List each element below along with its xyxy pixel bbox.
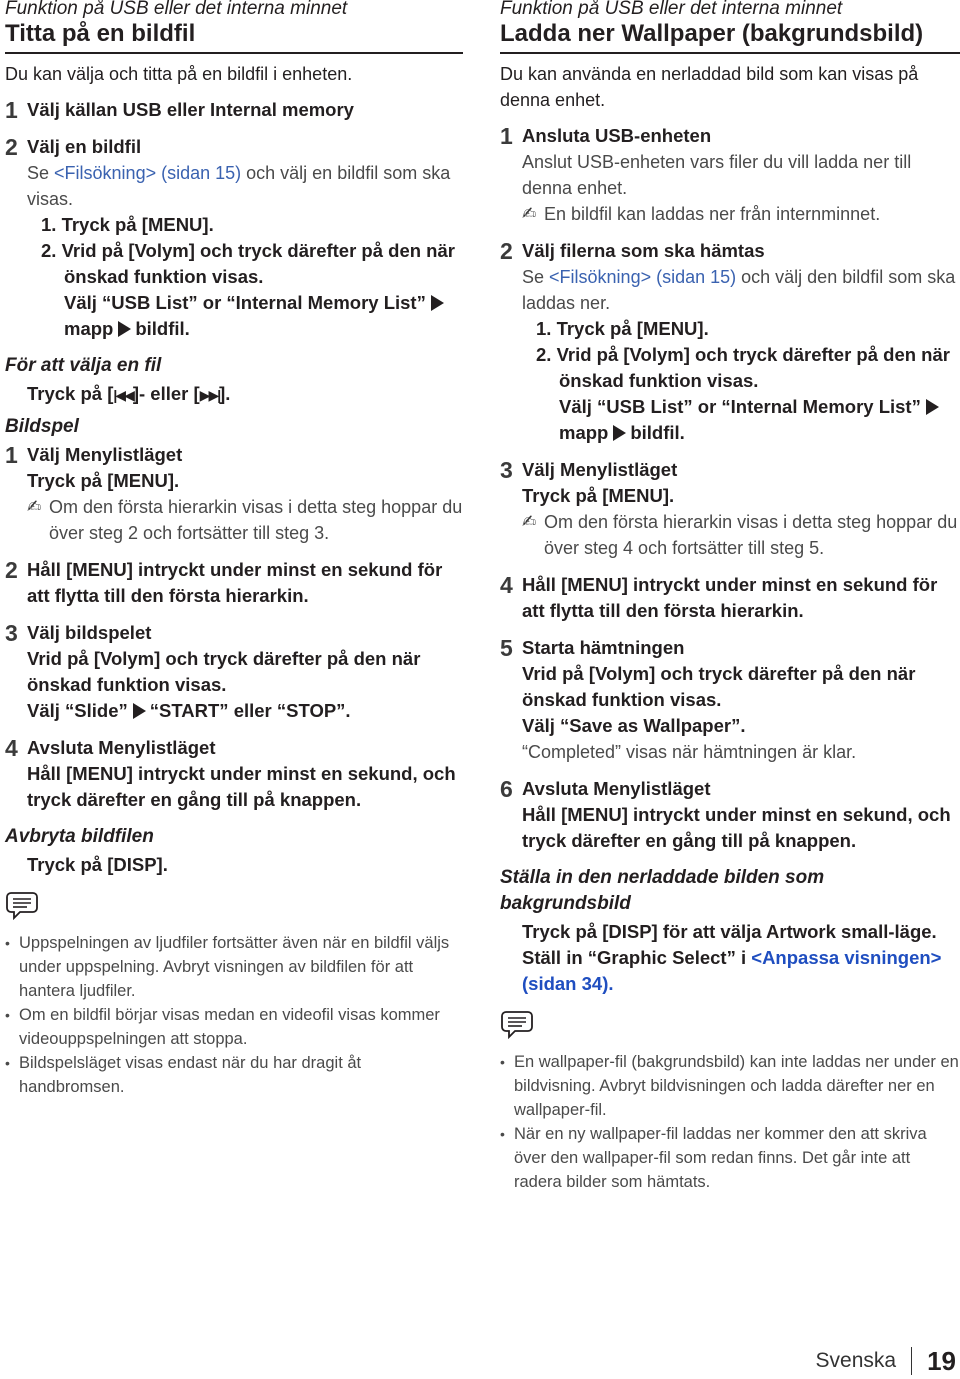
page-title: Titta på en bildfil [5,19,463,54]
sub-step-2-select: Välj “USB List” or “Internal Memory List” mapp bildfil. [522,394,960,446]
step-number: 6 [500,776,513,802]
step-2 [5,134,463,342]
sub-step-1: 1. Tryck på [MENU]. [536,318,709,339]
slideshow-step-4 [5,735,463,813]
step-title: Välj filerna som ska hämtas [522,240,765,261]
step-note: ✍ Om den första hierarkin visas i detta steg hoppar du över steg 4 och fortsätter till steg 5. [522,509,960,561]
list-item: • När en ny wallpaper-fil laddas ner kommer den att skriva över den wallpaper-fil som redan finns. Det går inte att radera bilder som hämtats. [500,1122,960,1194]
step-1 [5,97,463,123]
section-kicker: Funktion på USB eller det interna minnet [500,0,843,19]
step-number: 2 [5,557,18,583]
step-body-select: Välj “Save as Wallpaper”. [522,715,746,736]
memo-note-icon [5,890,39,920]
step-body: Håll [MENU] intryckt under minst en sekund, och tryck därefter en gång till på knappen. [27,763,456,810]
filsokning-link[interactable]: <Filsökning> (sidan 15) [549,267,737,287]
step-number: 3 [500,457,513,483]
list-item: • Bildspelsläget visas endast när du har dragit åt handbromsen. [5,1051,463,1099]
list-item: • En wallpaper-fil (bakgrundsbild) kan inte laddas ner under en bildvisning. Avbryt bildvisningen och ladda därefter ner en wallpaper-fil. [500,1050,960,1122]
set-wallpaper-text-1: Tryck på [DISP] för att välja Artwork small-läge. [522,921,937,942]
right-arrow-icon [118,321,131,337]
step-body: Tryck på [MENU]. [522,485,675,506]
skip-forward-icon: ▶▶| [199,387,220,403]
section-heading-cancel: Avbryta bildfilen [5,826,154,847]
memo-note-icon [500,1009,534,1039]
step-6 [500,776,960,854]
list-item: • Uppspelningen av ljudfiler fortsätter även när en bildfil väljs under uppspelning. Avbryt visningen av bildfilen för att hantera ljudfiler. [5,931,463,1003]
sub-step-1: 1. Tryck på [MENU]. [41,214,214,235]
step-number: 2 [500,238,513,264]
step-title: Välj källan USB eller Internal memory [27,99,354,120]
section-heading-select-file: För att välja en fil [5,355,162,376]
right-arrow-icon [613,425,626,441]
step-body: Vrid på [Volym] och tryck därefter på den när önskad funktion visas. [27,648,421,695]
notes-list [500,1050,960,1194]
sub-step-2: 2. Vrid på [Volym] och tryck därefter på den när önskad funktion visas. [536,344,950,391]
list-item: • Om en bildfil börjar visas medan en videofil visas kommer videouppspelningen att stoppa. [5,1003,463,1051]
right-arrow-icon [926,399,939,415]
notes-list [5,931,463,1099]
step-body: Håll [MENU] intryckt under minst en sekund, och tryck därefter en gång till på knappen. [522,804,951,851]
step-title: Avsluta Menylistläget [27,737,216,758]
step-number: 1 [5,97,18,123]
page-footer [816,1343,956,1379]
intro-text: Du kan använda en nerladdad bild som kan visas på denna enhet. [500,64,919,110]
step-title: Välj en bildfil [27,136,142,157]
pencil-note-icon: ✍ [522,204,537,223]
slideshow-step-3 [5,620,463,724]
step-title: Välj bildspelet [27,622,152,643]
set-wallpaper-text-2: Ställ in “Graphic Select” i <Anpassa visningen> (sidan 34). [522,947,942,994]
right-column [500,0,960,1194]
step-title: Håll [MENU] intryckt under minst en sekund för att flytta till den första hierarkin. [522,574,938,621]
slideshow-step-1 [5,442,463,546]
step-body: Anslut USB-enheten vars filer du vill ladda ner till denna enhet. [522,152,912,198]
anpassa-visningen-link[interactable]: <Anpassa visningen> (sidan 34) [522,947,942,994]
section-kicker: Funktion på USB eller det interna minnet [5,0,348,19]
left-column [5,0,463,1099]
step-body: Vrid på [Volym] och tryck därefter på den när önskad funktion visas. [522,663,916,710]
slideshow-step-2 [5,557,463,609]
step-title: Ansluta USB-enheten [522,125,712,146]
intro-text: Du kan välja och titta på en bildfil i enheten. [5,64,353,84]
step-number: 1 [5,442,18,468]
step-body-result: “Completed” visas när hämtningen är klar. [522,742,857,762]
step-2 [500,238,960,446]
page-title: Ladda ner Wallpaper (bakgrundsbild) [500,19,960,54]
step-5 [500,635,960,765]
step-title: Starta hämtningen [522,637,685,658]
sub-step-2-select: Välj “USB List” or “Internal Memory List” mapp bildfil. [27,290,463,342]
right-arrow-icon [431,295,444,311]
select-file-text: Tryck på [|◀◀]- eller [▶▶|]. [27,383,231,404]
step-number: 2 [5,134,18,160]
step-note: ✍ Om den första hierarkin visas i detta steg hoppar du över steg 2 och fortsätter till steg 3. [27,494,463,546]
step-body: Se <Filsökning> (sidan 15) och välj den bildfil som ska laddas ner. [522,267,956,313]
step-number: 4 [500,572,513,598]
step-number: 1 [500,123,513,149]
step-body-select: Välj “Slide” “START” eller “STOP”. [27,700,351,721]
skip-back-icon: |◀◀ [113,387,133,403]
footer-language: Svenska [816,1347,913,1375]
pencil-note-icon: ✍ [27,497,42,516]
step-title: Välj Menylistläget [522,459,678,480]
step-1 [500,123,960,227]
step-title: Välj Menylistläget [27,444,183,465]
right-arrow-icon [133,703,146,719]
page-number: 19 [927,1345,956,1376]
step-body: Se <Filsökning> (sidan 15) och välj en bildfil som ska visas. [27,163,451,209]
step-body: Tryck på [MENU]. [27,470,180,491]
step-note: ✍ En bildfil kan laddas ner från internminnet. [522,201,960,227]
filsokning-link[interactable]: <Filsökning> (sidan 15) [54,163,242,183]
step-title: Avsluta Menylistläget [522,778,711,799]
step-number: 4 [5,735,18,761]
cancel-text: Tryck på [DISP]. [27,854,168,875]
step-4 [500,572,960,624]
section-heading-slideshow: Bildspel [5,416,79,437]
step-3 [500,457,960,561]
step-number: 3 [5,620,18,646]
step-title: Håll [MENU] intryckt under minst en sekund för att flytta till den första hierarkin. [27,559,443,606]
step-number: 5 [500,635,513,661]
pencil-note-icon: ✍ [522,512,537,531]
sub-step-2: 2. Vrid på [Volym] och tryck därefter på den när önskad funktion visas. [41,240,455,287]
section-heading-set-wallpaper: Ställa in den nerladdade bilden som bakgrundsbild [500,867,825,914]
